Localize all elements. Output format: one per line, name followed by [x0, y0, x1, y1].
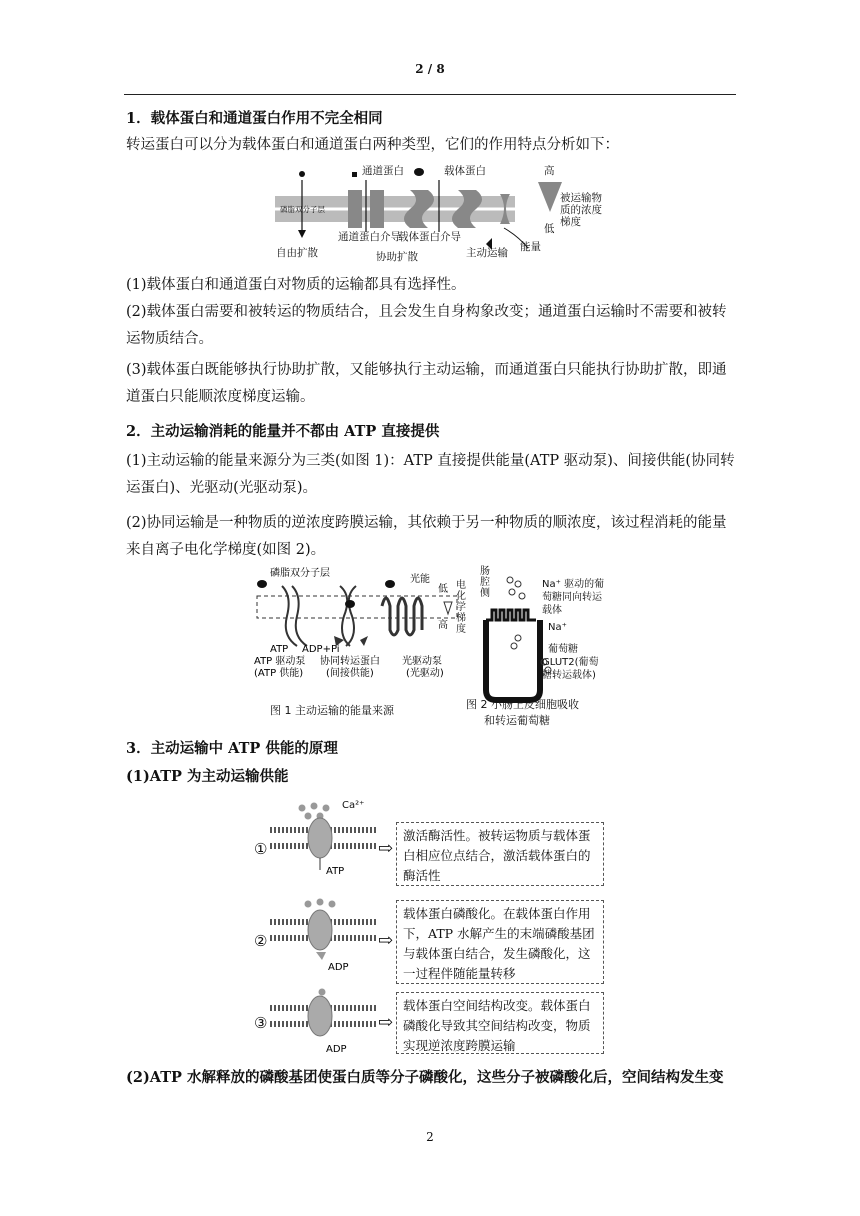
fig1-cotransport-sub: (间接供能) [326, 668, 374, 679]
section-3-sub-2: (2)ATP 水解释放的磷酸基团使蛋白质等分子磷酸化，这些分子被磷酸化后，空间结构发生变 [126, 1069, 724, 1086]
fig2-na-carrier-label: Na⁺ 驱动的葡萄糖同向转运载体 [542, 579, 605, 616]
step-2-label: ADP [328, 962, 349, 973]
step-3-number: ③ [254, 1014, 268, 1032]
header-rule [124, 94, 736, 95]
fig2-glut2-label: GLUT2(葡萄糖转运载体) [542, 657, 599, 681]
fig1-light-pump-label: 光驱动泵 [402, 656, 442, 667]
fig2-na-label: Na⁺ [548, 622, 567, 633]
fig1-atp-label: ATP [270, 644, 289, 655]
step-2-box: 载体蛋白磷酸化。在载体蛋白作用下，ATP 水解产生的末端磷酸基团与载体蛋白结合，发生磷酸化，这一过程伴随能量转移 [396, 900, 604, 984]
facilitated-diffusion-label: 协助扩散 [376, 251, 418, 263]
fig1-pump-label: ATP 驱动泵 [254, 656, 306, 667]
page-footer-number: 2 [426, 1130, 434, 1144]
fig1-adp-label: ADP+Pi [302, 644, 340, 655]
step-3-label: ADP [326, 1044, 347, 1055]
fig2-caption-line1: 图 2 小肠上皮细胞吸收 [466, 698, 579, 711]
ca-ion-label: Ca²⁺ [342, 800, 365, 811]
fig1-cotransport-label: 协同转运蛋白 [320, 656, 380, 667]
step-1-arrow: ⇨ [378, 838, 394, 859]
section-1-point-2: (2)载体蛋白需要和被转运的物质结合，且会发生自身构象改变；通道蛋白运输时不需要和被转运物质结合。 [126, 304, 727, 347]
step-1-box: 激活酶活性。被转运物质与载体蛋白相应位点结合，激活载体蛋白的酶活性 [396, 822, 604, 886]
step-1-number: ① [254, 840, 268, 858]
step-2-arrow: ⇨ [378, 930, 394, 951]
page-header-number: 2 / 8 [415, 62, 445, 76]
fig2-glucose-label: 葡萄糖 [548, 644, 578, 655]
section-1-point-1: (1)载体蛋白和通道蛋白对物质的运输都具有选择性。 [126, 277, 466, 293]
high-label: 高 [544, 165, 555, 177]
channel-label: 通道蛋白 [362, 165, 404, 177]
energy-label: 能量 [520, 241, 541, 253]
transport-types-figure [270, 160, 610, 266]
gradient-label: 被运输物质的浓度梯度 [560, 192, 602, 228]
fig1-low-label: 低 [438, 584, 448, 595]
section-2-title: 2．主动运输消耗的能量并不都由 ATP 直接提供 [126, 423, 440, 440]
carrier-label: 载体蛋白 [444, 165, 486, 177]
low-label: 低 [544, 223, 555, 235]
section-1-point-3: (3)载体蛋白既能够执行协助扩散，又能够执行主动运输，而通道蛋白只能执行协助扩散，即通道蛋白只能顺浓度梯度运输。 [126, 362, 727, 405]
step-2-membrane-icon [268, 896, 378, 976]
section-3-sub-1: (1)ATP 为主动运输供能 [126, 768, 289, 785]
fig2-caption-line2: 和转运葡萄糖 [484, 714, 550, 727]
free-diffusion-label: 自由扩散 [276, 247, 318, 259]
step-3-membrane-icon [268, 984, 378, 1056]
fig1-light-pump-sub: (光驱动) [406, 668, 444, 679]
channel-mediated-label: 通道蛋白介导 [338, 231, 401, 243]
fig1-caption: 图 1 主动运输的能量来源 [270, 704, 394, 717]
step-1-membrane-icon [268, 800, 378, 880]
energy-sources-figure [252, 566, 472, 686]
step-2-number: ② [254, 932, 268, 950]
active-transport-label: 主动运输 [466, 247, 508, 259]
fig1-gradient-label: 电化学梯度 [456, 580, 466, 635]
fig1-bilayer-label: 磷脂双分子层 [270, 568, 330, 579]
section-1-title: 1．载体蛋白和通道蛋白作用不完全相同 [126, 110, 383, 127]
section-2-point-1: (1)主动运输的能量来源分为三类(如图 1)：ATP 直接提供能量(ATP 驱动泵)、间接供能(协同转运蛋白)、光驱动(光驱动泵)。 [126, 453, 735, 496]
fig1-high-label: 高 [438, 620, 448, 631]
fig2-lumen-label: 肠腔侧 [480, 566, 490, 599]
section-1-intro: 转运蛋白可以分为载体蛋白和通道蛋白两种类型，它们的作用特点分析如下： [126, 137, 619, 153]
section-3-title: 3．主动运输中 ATP 供能的原理 [126, 740, 338, 757]
step-1-label: ATP [326, 866, 345, 877]
section-2-point-2: (2)协同运输是一种物质的逆浓度跨膜运输，其依赖于另一种物质的顺浓度，该过程消耗的能量来自离子电化学梯度(如图 2)。 [126, 515, 727, 558]
bilayer-label: 磷脂双分子层 [280, 205, 325, 214]
fig1-light-label: 光能 [410, 574, 430, 585]
fig1-pump-sub: (ATP 供能) [254, 668, 304, 679]
step-3-arrow: ⇨ [378, 1012, 394, 1033]
carrier-mediated-label: 载体蛋白介导 [398, 231, 461, 243]
step-3-box: 载体蛋白空间结构改变。载体蛋白磷酸化导致其空间结构改变，物质实现逆浓度跨膜运输 [396, 992, 604, 1054]
